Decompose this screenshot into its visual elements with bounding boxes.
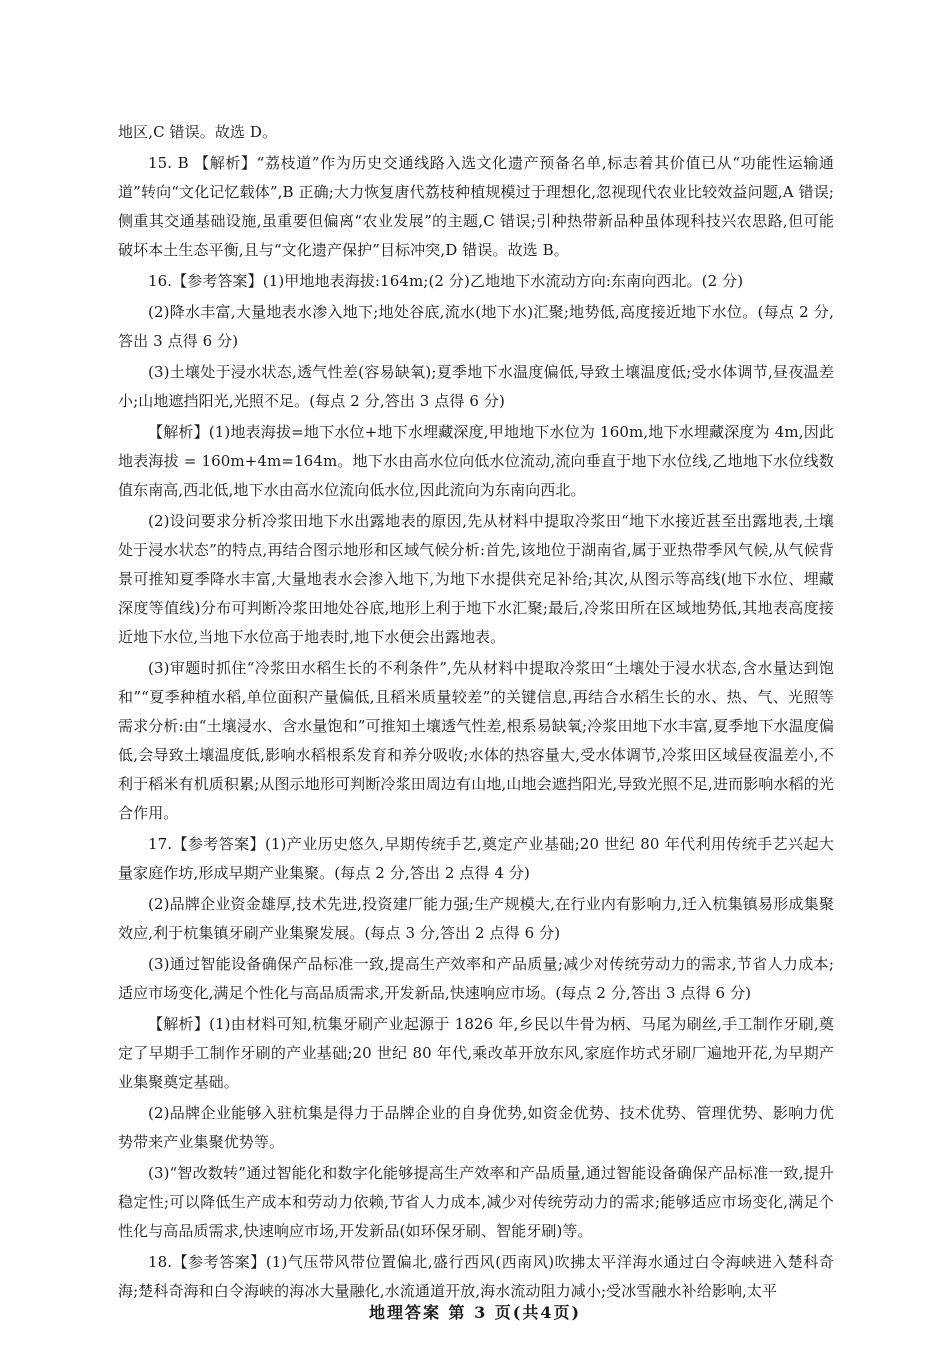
answer-17-analysis-3: (3)“智改数转”通过智能化和数字化能够提高生产效率和产品质量,通过智能设备确保产品标准一致,提升稳定性;可以降低生产成本和劳动力依赖,节省人力成本,减少对传统劳动力的需求;能够适应市场变化,满足个性化与高品质需求,快速响应市场,开发新品(如环保牙刷、智能牙刷)等。 [118, 1164, 834, 1240]
answer-body [118, 118, 834, 1308]
answer-17-reference-3: (3)通过智能设备确保产品标准一致,提高生产效率和产品质量;减少对传统劳动力的需求,节省人力成本;适应市场变化,满足个性化与高品质需求,开发新品,快速响应市场。(每点 2 分,答出 3 点得 6 分) [118, 955, 834, 1002]
answer-17-analysis-1: 【解析】(1)由材料可知,杭集牙刷产业起源于 1826 年,乡民以牛骨为柄、马尾为刷丝,手工制作牙刷,奠定了早期手工制作牙刷的产业基础;20 世纪 80 年代,乘改革开放东风,家庭作坊式牙刷厂遍地开花,为早期产业集聚奠定基础。 [118, 1015, 834, 1091]
answer-16-analysis-2: (2)设问要求分析冷浆田地下水出露地表的原因,先从材料中提取冷浆田“地下水接近甚至出露地表,土壤处于浸水状态”的特点,再结合图示地形和区域气候分析:首先,该地位于湖南省,属于亚热带季风气候,从气候背景可推知夏季降水丰富,大量地表水会渗入地下,为地下水提供充足补给;其次,从图示等高线(地下水位、埋藏深度等值线)分布可判断冷浆田地处谷底,地形上利于地下水汇聚;最后,冷浆田所在区域地势低,其地表高度接近地下水位,当地下水位高于地表时,地下水便会出露地表。 [118, 512, 834, 646]
answer-16-reference-3: (3)土壤处于浸水状态,透气性差(容易缺氧);夏季地下水温度偏低,导致土壤温度低;受水体调节,昼夜温差小;山地遮挡阳光,光照不足。(每点 2 分,答出 3 点得 6 分) [118, 363, 834, 410]
answer-17-reference-2: (2)品牌企业资金雄厚,技术先进,投资建厂能力强;生产规模大,在行业内有影响力,迁入杭集镇易形成集聚效应,利于杭集镇牙刷产业集聚发展。(每点 3 分,答出 2 点得 6 分) [118, 895, 834, 942]
answer-15-analysis: 15. B 【解析】“荔枝道”作为历史交通线路入选文化遗产预备名单,标志着其价值已从“功能性运输通道”转向“文化记忆载体”,B 正确;大力恢复唐代荔枝种植规模过于理想化,忽视现代农业比较效益问题,A 错误;侧重其交通基础设施,虽重要但偏离“农业发展”的主题,C 错误;引种热带新品种虽体现科技兴农思路,但可能破坏本土生态平衡,且与“文化遗产保护”目标冲突,D 错误。故选 B。 [118, 154, 834, 259]
answer-17-analysis-2: (2)品牌企业能够入驻杭集是得力于品牌企业的自身优势,如资金优势、技术优势、管理优势、影响力优势带来产业集聚优势等。 [118, 1104, 834, 1151]
answer-16-reference-2: (2)降水丰富,大量地表水渗入地下;地处谷底,流水(地下水)汇聚;地势低,高度接近地下水位。(每点 2 分,答出 3 点得 6 分) [118, 303, 834, 350]
answer-17-reference-1: 17.【参考答案】(1)产业历史悠久,早期传统手艺,奠定产业基础;20 世纪 80 年代利用传统手艺兴起大量家庭作坊,形成早期产业集聚。(每点 2 分,答出 2 点得 4 分) [118, 835, 834, 882]
page-footer: 地理答案 第 3 页(共4页) [368, 1303, 582, 1322]
answer-18-reference-1: 18.【参考答案】(1)气压带风带位置偏北,盛行西风(西南风)吹拂太平洋海水通过白令海峡进入楚科奇海;楚科奇海和白令海峡的海冰大量融化,水流通道开放,海水流动阻力减小;受冰雪融水补给影响,太平 [118, 1253, 834, 1300]
answer-16-analysis-3: (3)审题时抓住“冷浆田水稻生长的不利条件”,先从材料中提取冷浆田“土壤处于浸水状态,含水量达到饱和”“夏季种植水稻,单位面积产量偏低,且稻米质量较差”的关键信息,再结合水稻生长的水、热、气、光照等需求分析:由“土壤浸水、含水量饱和”可推知土壤透气性差,根系易缺氧;冷浆田地下水丰富,夏季地下水温度偏低,会导致土壤温度低,影响水稻根系发育和养分吸收;水体的热容量大,受水体调节,冷浆田区域昼夜温差小,不利于稻米有机质积累;从图示地形可判断冷浆田周边有山地,山地会遮挡阳光,导致光照不足,进而影响水稻的光合作用。 [118, 659, 834, 822]
paragraph-continuation: 地区,C 错误。故选 D。 [118, 123, 278, 141]
answer-16-analysis-1: 【解析】(1)地表海拔=地下水位+地下水埋藏深度,甲地地下水位为 160m,地下水埋藏深度为 4m,因此地表海拔 = 160m+4m=164m。地下水由高水位向低水位流动,流向垂直于地下水位线,乙地地下水位线数值东南高,西北低,地下水由高水位流向低水位,因此流向为东南向西北。 [118, 423, 834, 499]
answer-16-reference-1: 16.【参考答案】(1)甲地地表海拔:164m;(2 分)乙地地下水流动方向:东南向西北。(2 分) [148, 272, 744, 290]
